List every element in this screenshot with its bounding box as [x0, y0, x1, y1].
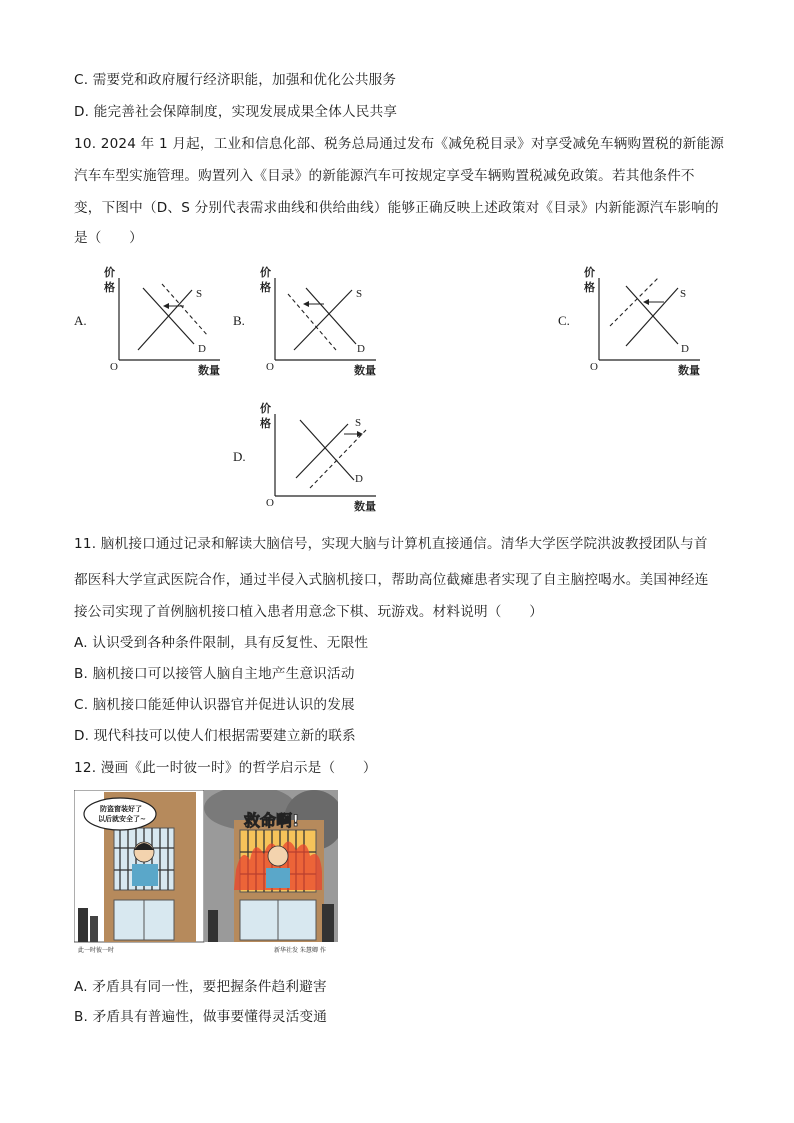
q11-option-a: A. 认识受到各种条件限制，具有反复性、无限性 — [74, 635, 369, 651]
supply-label: S — [355, 417, 362, 429]
q10-option-d-label: D. — [233, 449, 246, 464]
y-axis-label-1: 价 — [260, 402, 271, 415]
supply-curve — [626, 288, 678, 346]
q10-option-b-label: B. — [233, 313, 245, 328]
graph-option-c — [580, 264, 710, 380]
q11-stem-line-2: 都医科大学宣武医院合作，通过半侵入式脑机接口，帮助高位截瘫患者实现了自主脑控喝水。美国神经连 — [74, 572, 709, 588]
supply-curve — [138, 290, 192, 350]
origin-label: O — [266, 361, 274, 373]
x-axis-label: 数量 — [678, 364, 700, 377]
x-axis-label: 数量 — [354, 364, 376, 377]
supply-curve — [294, 290, 352, 350]
supply-curve — [296, 424, 348, 478]
y-axis-label-2: 格 — [104, 281, 115, 294]
q12-stem: 12. 漫画《此一时彼一时》的哲学启示是（ ） — [74, 760, 377, 776]
demand-curve — [306, 288, 356, 344]
supply-label: S — [680, 288, 687, 300]
q11-option-b: B. 脑机接口可以接管人脑自主地产生意识活动 — [74, 666, 355, 682]
y-axis-label-1: 价 — [104, 266, 115, 279]
graph-option-d — [256, 400, 386, 516]
x-axis-label: 数量 — [198, 364, 220, 377]
q11-option-c: C. 脑机接口能延伸认识器官并促进认识的发展 — [74, 697, 355, 713]
y-axis-label-1: 价 — [260, 266, 271, 279]
caption-left: 此一时彼一时 — [78, 947, 115, 954]
caption-right: 新华社发 朱慧卿 作 — [274, 947, 326, 954]
bubble-right: 救命啊! — [244, 811, 300, 830]
q10-stem-line-2: 汽车车型实施管理。购置列入《目录》的新能源汽车可按规定享受车辆购置税减免政策。若其他条件不 — [74, 168, 695, 184]
demand-label: D — [357, 343, 365, 355]
y-axis-label-1: 价 — [584, 266, 595, 279]
demand-label: D — [355, 473, 363, 485]
q9-option-c: C. 需要党和政府履行经济职能，加强和优化公共服务 — [74, 72, 397, 88]
graph-option-b — [256, 264, 386, 380]
demand-curve — [626, 286, 678, 344]
origin-label: O — [590, 361, 598, 373]
q10-stem-line-3: 变，下图中（D、S 分别代表需求曲线和供给曲线）能够正确反映上述政策对《目录》内新能源汽车影响的 — [74, 200, 719, 216]
x-axis-label: 数量 — [354, 500, 376, 513]
q10-stem-line-1: 10. 2024 年 1 月起，工业和信息化部、税务总局通过发布《减免税目录》对享受减免车辆购置税的新能源 — [74, 136, 725, 152]
q11-option-d: D. 现代科技可以使人们根据需要建立新的联系 — [74, 728, 356, 744]
bubble-left-line-1: 防盗窗装好了 — [100, 805, 142, 813]
demand-curve-shifted — [288, 294, 336, 350]
y-axis-label-2: 格 — [260, 281, 271, 294]
q12-option-a: A. 矛盾具有同一性，要把握条件趋利避害 — [74, 979, 327, 995]
demand-label: D — [198, 343, 206, 355]
q11-stem-line-1: 11. 脑机接口通过记录和解读大脑信号，实现大脑与计算机直接通信。清华大学医学院洪波教授团队与首 — [74, 536, 708, 552]
q10-option-a-label: A. — [74, 313, 87, 328]
origin-label: O — [110, 361, 118, 373]
graph-option-a — [100, 264, 230, 380]
y-axis-label-2: 格 — [584, 281, 595, 294]
demand-label: D — [681, 343, 689, 355]
origin-label: O — [266, 497, 274, 509]
q12-option-b: B. 矛盾具有普遍性，做事要懂得灵活变通 — [74, 1009, 328, 1025]
q9-option-d: D. 能完善社会保障制度，实现发展成果全体人民共享 — [74, 104, 398, 120]
bubble-left-line-2: 以后就安全了~ — [98, 815, 146, 823]
y-axis-label-2: 格 — [260, 417, 271, 430]
q11-stem-line-3: 接公司实现了首例脑机接口植入患者用意念下棋、玩游戏。材料说明（ ） — [74, 604, 543, 620]
supply-label: S — [196, 288, 203, 300]
q10-option-c-label: C. — [558, 313, 570, 328]
cartoon-image — [74, 790, 338, 958]
q10-stem-line-4: 是（ ） — [74, 230, 143, 246]
supply-label: S — [356, 288, 363, 300]
